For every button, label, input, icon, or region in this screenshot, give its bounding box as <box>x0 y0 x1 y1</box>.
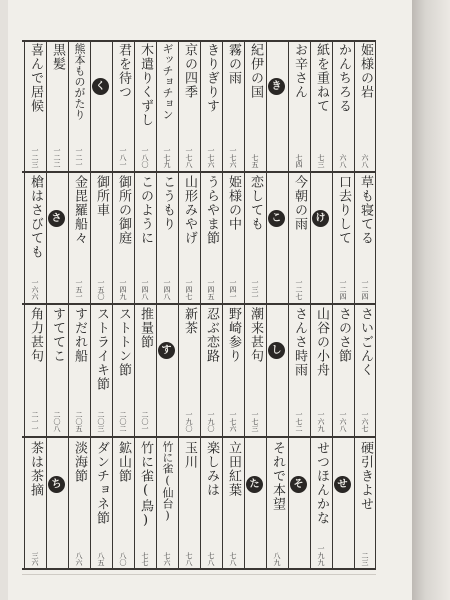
page-number: 一四五 <box>207 279 215 300</box>
page-number: 六八 <box>339 154 347 168</box>
page-number: 八五 <box>97 552 105 566</box>
song-title: 姫様の中 <box>226 175 241 231</box>
kana-section-marker: く <box>92 78 109 95</box>
index-cell <box>178 172 200 304</box>
page-number: 一二三 <box>31 147 39 168</box>
song-title: 竹に雀(鳥) <box>138 441 153 529</box>
song-title: 新茶 <box>182 307 197 335</box>
page-edge-shadow <box>412 0 450 600</box>
song-title: 硬引きよせ <box>358 441 373 511</box>
song-title: 金毘羅船々 <box>72 175 87 245</box>
song-title: 恋しても <box>248 175 263 231</box>
index-cell <box>354 172 376 304</box>
page-number: 二〇二 <box>119 411 127 432</box>
index-cell <box>156 304 178 436</box>
index-cell <box>24 40 46 172</box>
page-number: 一七六 <box>229 411 237 432</box>
song-title: ストライキ節 <box>94 307 109 391</box>
song-title: 竹に雀(仙台) <box>161 441 174 522</box>
index-cell <box>222 40 244 172</box>
index-cell <box>288 40 310 172</box>
page-number: 一三一 <box>251 279 259 300</box>
index-cell <box>266 172 288 304</box>
index-cell <box>90 438 112 570</box>
index-cell <box>266 40 288 172</box>
page-number: 七八 <box>229 552 237 566</box>
page-number: 一七六 <box>229 147 237 168</box>
page-number: 七五 <box>251 154 259 168</box>
kana-section-marker: ち <box>48 476 65 493</box>
kana-section-marker: け <box>312 210 329 227</box>
page-number: 一五〇 <box>97 279 105 300</box>
page-number: 一二四 <box>339 279 347 300</box>
song-title: 鉱山節 <box>116 441 131 483</box>
index-cell <box>90 172 112 304</box>
page-number: 八九 <box>273 552 281 566</box>
kana-section-marker: た <box>246 476 263 493</box>
index-cell <box>354 438 376 570</box>
song-title: 口去りして <box>336 175 351 245</box>
index-cell <box>310 172 332 304</box>
index-cell <box>244 438 266 570</box>
song-title: 霧の雨 <box>226 43 241 85</box>
page-number: 一七六 <box>207 147 215 168</box>
song-title: お辛さん <box>292 43 307 99</box>
index-cell <box>90 304 112 436</box>
index-cell <box>332 304 354 436</box>
page-number: 一八一 <box>119 147 127 168</box>
song-title: 御所車 <box>94 175 109 217</box>
index-cell <box>46 172 68 304</box>
song-title: それで本望 <box>270 441 285 511</box>
index-cell <box>200 438 222 570</box>
song-title: 潮来甚句 <box>248 307 263 363</box>
page-number: 一四一 <box>229 279 237 300</box>
page-number: 七三 <box>317 154 325 168</box>
index-cell <box>200 304 222 436</box>
index-cell <box>178 40 200 172</box>
song-title: さいごんく <box>358 307 373 377</box>
page-number: 七七 <box>141 552 149 566</box>
song-title: 木遣りくずし <box>138 43 153 127</box>
index-cell <box>156 40 178 172</box>
song-title: すててこ <box>50 307 65 363</box>
song-title: 御所の御庭 <box>116 175 131 245</box>
index-cell <box>200 172 222 304</box>
song-title: 山形みやげ <box>182 175 197 245</box>
kana-section-marker: き <box>268 78 285 95</box>
song-title: ダンチョネ節 <box>94 441 109 525</box>
kana-section-marker: し <box>268 342 285 359</box>
song-title: 玉川 <box>182 441 197 469</box>
index-cell <box>288 304 310 436</box>
song-title: 淡海節 <box>72 441 87 483</box>
song-title: 茶は茶摘 <box>28 441 43 497</box>
song-title: 槍はさびても <box>28 175 43 259</box>
page-number: 七四 <box>295 154 303 168</box>
page-number: 七八 <box>185 552 193 566</box>
song-title: 山谷の小舟 <box>314 307 329 377</box>
index-cell <box>288 172 310 304</box>
song-title: 熊本ものがたり <box>73 43 86 120</box>
bottom-rule <box>22 574 376 575</box>
song-title: 推量節 <box>138 307 153 349</box>
page-number: 一九〇 <box>207 411 215 432</box>
page-number: 八〇 <box>119 552 127 566</box>
index-cell <box>222 438 244 570</box>
page-number: 一六七 <box>361 411 369 432</box>
page-number: 三六 <box>31 552 39 566</box>
page-number: 一九〇 <box>185 411 193 432</box>
index-cell <box>24 438 46 570</box>
song-title: かんちろる <box>336 43 351 113</box>
index-cell <box>112 438 134 570</box>
song-title: 京の四季 <box>182 43 197 99</box>
index-cell <box>178 438 200 570</box>
index-cell <box>112 304 134 436</box>
index-cell <box>134 438 156 570</box>
song-title: 忍ぶ恋路 <box>204 307 219 363</box>
song-title: 草も寝てる <box>358 175 373 245</box>
index-cell <box>156 172 178 304</box>
song-title: せつほんかな <box>314 441 329 525</box>
index-cell <box>46 304 68 436</box>
kana-section-marker: こ <box>268 210 285 227</box>
index-cell <box>244 304 266 436</box>
kana-section-marker: そ <box>290 476 307 493</box>
page-number: 八六 <box>75 552 83 566</box>
page-number: 一七九 <box>163 147 171 168</box>
index-cell <box>134 172 156 304</box>
page-number: 一五一 <box>75 279 83 300</box>
song-title: きりぎりす <box>204 43 219 113</box>
page-number: 一四九 <box>119 279 127 300</box>
index-cell <box>310 304 332 436</box>
index-cell <box>68 172 90 304</box>
index-cell <box>354 40 376 172</box>
song-title: 黒髪 <box>50 43 65 71</box>
page-number: 一八〇 <box>141 147 149 168</box>
page-number: 六八 <box>361 154 369 168</box>
page-number: 一六六 <box>31 279 39 300</box>
page-number: 一六八 <box>339 411 347 432</box>
index-cell <box>310 438 332 570</box>
page-number: 一四八 <box>141 279 149 300</box>
index-cell <box>200 40 222 172</box>
index-cell <box>244 172 266 304</box>
kana-section-marker: さ <box>48 210 65 227</box>
index-cell <box>332 40 354 172</box>
page-number: 二〇一 <box>141 411 149 432</box>
song-title: 角力甚句 <box>28 307 43 363</box>
song-title: ギッチョチョン <box>161 43 174 120</box>
page-number: 七六 <box>163 552 171 566</box>
page-number: 一七三 <box>251 411 259 432</box>
index-cell <box>68 304 90 436</box>
index-cell <box>68 40 90 172</box>
song-title: 立田紅葉 <box>226 441 241 497</box>
page-number: 一二二 <box>53 147 61 168</box>
kana-section-marker: せ <box>334 476 351 493</box>
index-cell <box>156 438 178 570</box>
song-title: ストトン節 <box>116 307 131 377</box>
song-title: 楽しみは <box>204 441 219 497</box>
index-cell <box>178 304 200 436</box>
page-number: 一二一 <box>75 147 83 168</box>
song-title: 喜んで居候 <box>28 43 43 113</box>
page-number: 二三 <box>361 552 369 566</box>
index-cell <box>288 438 310 570</box>
index-cell <box>332 438 354 570</box>
kana-section-marker: す <box>158 342 175 359</box>
index-cell <box>266 438 288 570</box>
index-cell <box>134 40 156 172</box>
page-number: 二〇五 <box>75 411 83 432</box>
page-number: 一六九 <box>317 411 325 432</box>
page-number: 二一一 <box>31 411 39 432</box>
page-number: 一二四 <box>361 279 369 300</box>
page-number: 二〇三 <box>97 411 105 432</box>
index-cell <box>266 304 288 436</box>
page-number: 七八 <box>207 552 215 566</box>
index-cell <box>112 40 134 172</box>
song-title: さのさ節 <box>336 307 351 363</box>
index-cell <box>68 438 90 570</box>
page-number: 一四七 <box>185 279 193 300</box>
page-number: 一二七 <box>295 279 303 300</box>
song-title: うらやま節 <box>204 175 219 245</box>
song-title: 野崎参り <box>226 307 241 363</box>
index-cell <box>354 304 376 436</box>
song-title: すだれ船 <box>72 307 87 363</box>
index-cell <box>24 172 46 304</box>
song-title: さんさ時雨 <box>292 307 307 377</box>
song-title: 姫様の岩 <box>358 43 373 99</box>
page-number: 一七二 <box>295 411 303 432</box>
index-cell <box>222 304 244 436</box>
page-number: 一四八 <box>163 279 171 300</box>
index-cell <box>310 40 332 172</box>
song-title: 紙を重ねて <box>314 43 329 113</box>
page-number: 一九九 <box>317 545 325 566</box>
index-cell <box>46 40 68 172</box>
song-title: こうもり <box>160 175 175 231</box>
index-cell <box>222 172 244 304</box>
song-index-table <box>22 40 376 570</box>
index-cell <box>244 40 266 172</box>
page-number: 二〇八 <box>53 411 61 432</box>
index-cell <box>90 40 112 172</box>
index-cell <box>332 172 354 304</box>
index-cell <box>24 304 46 436</box>
song-title: 君を待つ <box>116 43 131 99</box>
index-cell <box>112 172 134 304</box>
song-title: 紀伊の国 <box>248 43 263 99</box>
page-number: 一七八 <box>185 147 193 168</box>
index-cell <box>134 304 156 436</box>
song-title: このように <box>138 175 153 245</box>
index-cell <box>46 438 68 570</box>
song-title: 今朝の雨 <box>292 175 307 231</box>
